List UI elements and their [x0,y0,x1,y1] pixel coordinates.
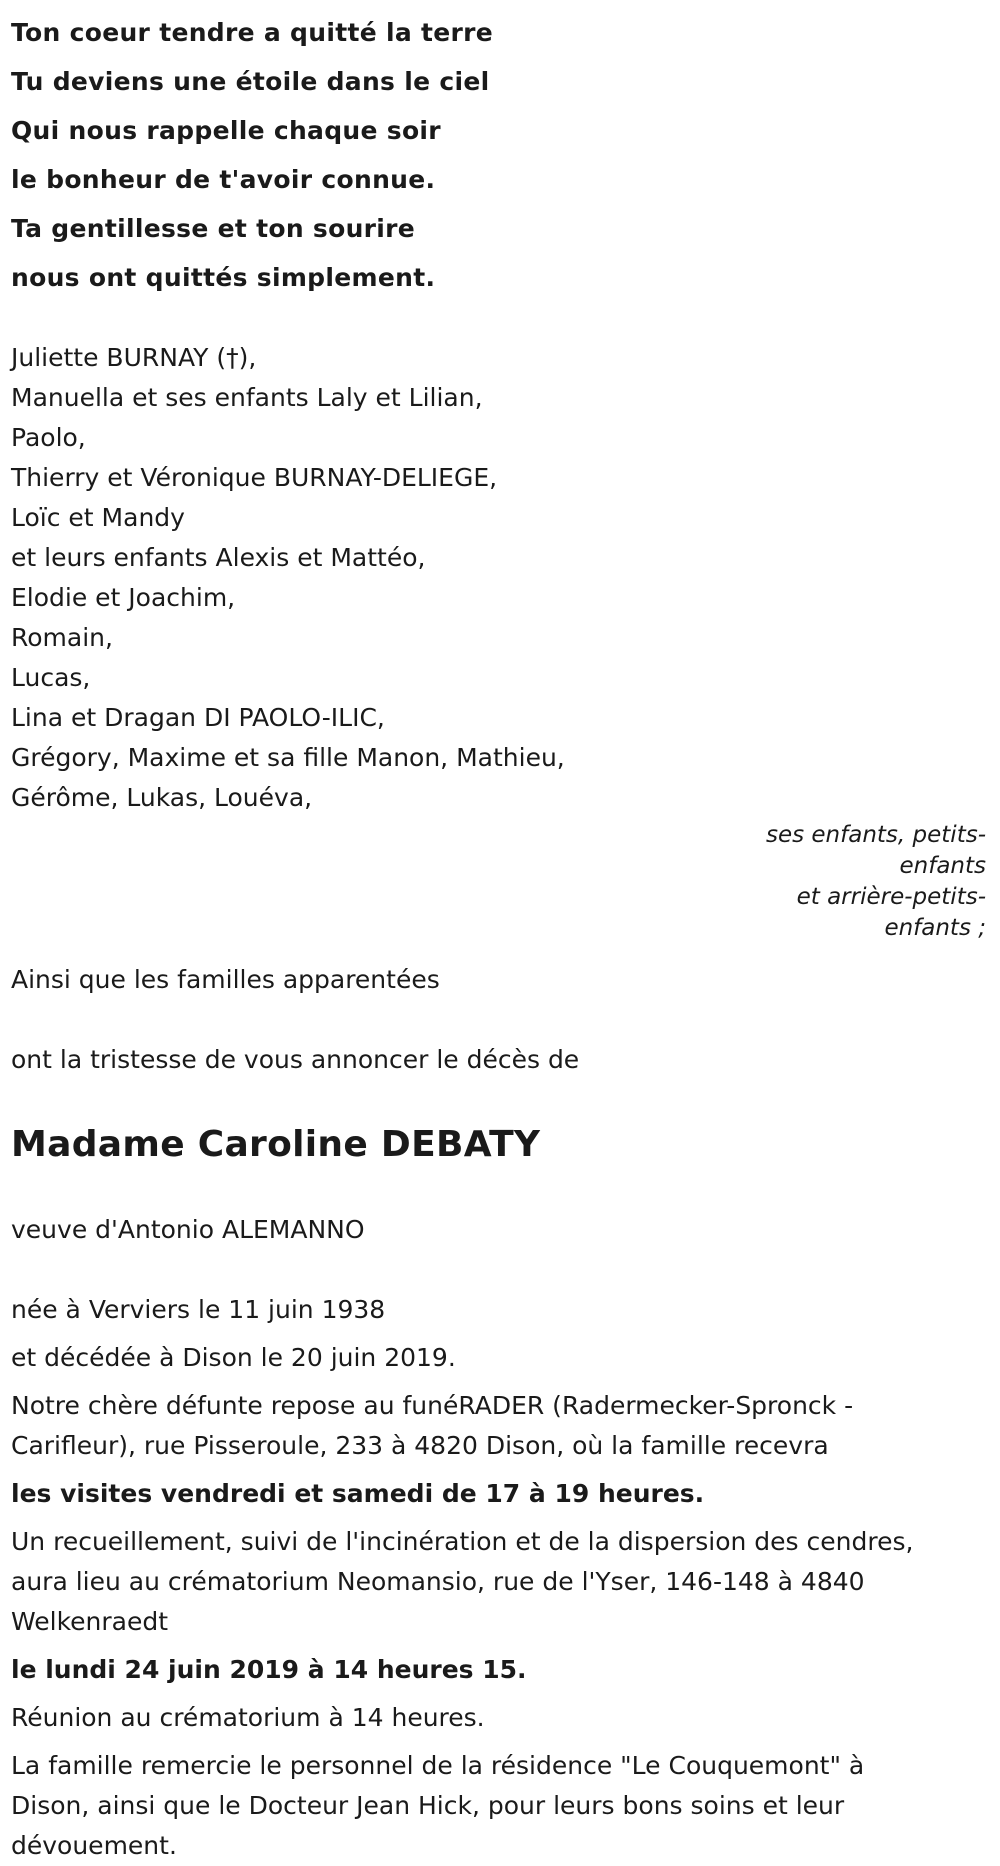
ceremony-line: aura lieu au crématorium Neomansio, rue de l'Yser, 146-148 à 4840 [11,1567,865,1596]
deceased-name: Madame Caroline DEBATY [11,1124,541,1165]
family-member: Loïc et Mandy [11,503,185,532]
family-member: Manuella et ses enfants Laly et Lilian, [11,383,483,412]
poem-line: le bonheur de t'avoir connue. [11,165,436,194]
family-member: Lucas, [11,663,91,692]
family-relation [696,820,986,944]
family-member: Paolo, [11,423,86,452]
obituary-notice [11,0,986,1866]
ceremony-date: le lundi 24 juin 2019 à 14 heures 15. [11,1655,527,1684]
cross-icon: † [226,343,239,372]
ceremony-line: Welkenraedt [11,1607,169,1636]
family-member: Gérôme, Lukas, Louéva, [11,783,313,812]
family-list [11,338,986,818]
resting-place-line: Carifleur), rue Pisseroule, 233 à 4820 Dison, où la famille recevra [11,1431,829,1460]
poem-line: nous ont quittés simplement. [11,263,436,292]
family-member: Elodie et Joachim, [11,583,236,612]
widow-of: veuve d'Antonio ALEMANNO [11,1215,365,1244]
poem-line: Qui nous rappelle chaque soir [11,116,441,145]
thanks-note [11,1746,986,1866]
thanks-line: dévouement. [11,1831,177,1860]
thanks-line: Dison, ainsi que le Docteur Jean Hick, pour leurs bons soins et leur [11,1791,845,1820]
family-member: Romain, [11,623,113,652]
poem-line: Tu deviens une étoile dans le ciel [11,67,490,96]
death-info: et décédée à Dison le 20 juin 2019. [11,1343,456,1372]
relatives-line: Ainsi que les familles apparentées [11,965,440,994]
family-member-name: Juliette BURNAY ( [11,343,227,372]
announcement-intro: ont la tristesse de vous annoncer le décès de [11,1045,580,1074]
poem [11,0,986,302]
poem-line: Ta gentillesse et ton sourire [11,214,416,243]
family-member: Thierry et Véronique BURNAY-DELIEGE, [11,463,498,492]
relation-line: et arrière-petits- [796,884,986,910]
visiting-hours: les visites vendredi et samedi de 17 à 19 heures. [11,1479,705,1508]
thanks-line: La famille remercie le personnel de la résidence "Le Couquemont" à [11,1751,865,1780]
resting-place-line: Notre chère défunte repose au funéRADER (Radermecker-Spronck - [11,1391,854,1420]
birth-info: née à Verviers le 11 juin 1938 [11,1295,386,1324]
poem-line: Ton coeur tendre a quitté la terre [11,18,494,47]
family-member: Lina et Dragan DI PAOLO-ILIC, [11,703,385,732]
resting-place [11,1386,986,1466]
relation-line: ses enfants, petits- [765,822,986,848]
ceremony-info [11,1522,986,1642]
family-member: et leurs enfants Alexis et Mattéo, [11,543,426,572]
meeting-info: Réunion au crématorium à 14 heures. [11,1703,485,1732]
relation-line: enfants [899,853,986,879]
family-member: Grégory, Maxime et sa fille Manon, Mathieu, [11,743,565,772]
ceremony-line: Un recueillement, suivi de l'incinération et de la dispersion des cendres, [11,1527,914,1556]
family-member-first [11,338,986,378]
relation-line: enfants ; [884,915,986,941]
family-member-suffix: ), [238,343,257,372]
